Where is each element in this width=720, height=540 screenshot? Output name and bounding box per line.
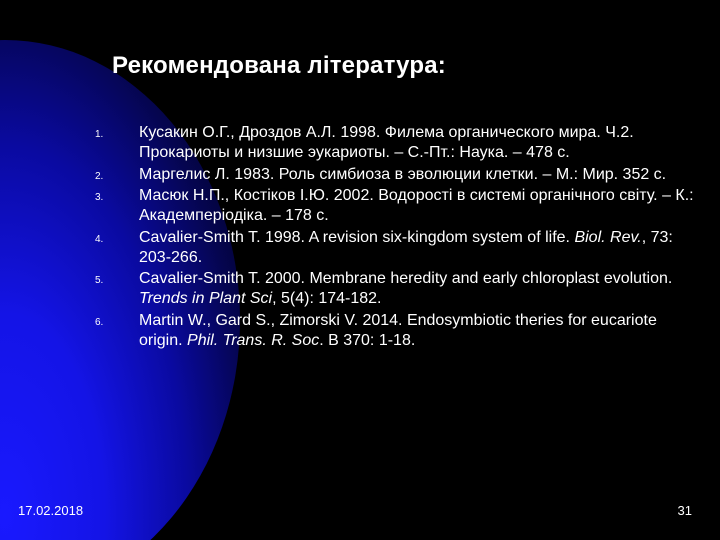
reference-text — [139, 187, 694, 224]
reference-text — [139, 124, 634, 161]
reference-segment: . B 370: 1-18. — [319, 331, 416, 349]
reference-segment: Cavalier-Smith T. 2000. Membrane heredity and early chloroplast evolution. — [139, 270, 673, 287]
reference-segment: Кусакин О.Г., Дроздов А.Л. 1998. Филема органического мира. Ч.2. Прокариоты и низшие эукариоты. – С.-Пт.: Наука. – 478 с. — [139, 124, 634, 161]
slide-title: Рекомендована література: — [112, 52, 446, 79]
reference-item — [95, 269, 695, 309]
reference-item — [95, 165, 695, 185]
reference-text — [139, 312, 657, 349]
reference-segment: , 73: 203-266. — [139, 228, 673, 266]
reference-number: 6. — [95, 316, 104, 328]
reference-journal: Phil. Trans. R. Soc — [187, 331, 320, 349]
reference-segment: Cavalier-Smith T. 1998. A revision six-kingdom system of life. — [139, 228, 575, 246]
reference-segment: Масюк Н.П., Костіков І.Ю. 2002. Водорості в системі органічного світу. – К.: Академперіодіка. – 178 с. — [139, 187, 694, 224]
reference-list — [95, 123, 695, 352]
reference-item — [95, 228, 695, 268]
reference-number: 4. — [95, 233, 104, 245]
reference-item — [95, 311, 695, 351]
reference-text — [139, 166, 666, 183]
reference-item — [95, 186, 695, 226]
reference-text — [139, 270, 672, 307]
reference-segment: Martin W., Gard S., Zimorski V. 2014. Endosymbiotic theries for eucariote origin. — [139, 311, 657, 349]
reference-number: 2. — [95, 170, 104, 182]
reference-segment: Маргелис Л. 1983. Роль симбиоза в эволюции клетки. – М.: Мир. 352 с. — [139, 165, 667, 183]
reference-number: 3. — [95, 192, 104, 203]
reference-journal: Trends in Plant Sci — [139, 290, 273, 307]
reference-number: 1. — [95, 129, 104, 140]
footer-date: 17.02.2018 — [18, 503, 84, 518]
reference-item — [95, 123, 695, 163]
reference-segment: , 5(4): 174-182. — [272, 290, 382, 307]
reference-number: 5. — [95, 275, 104, 286]
page-number: 31 — [677, 503, 692, 518]
reference-text — [139, 229, 673, 266]
reference-journal: Biol. Rev. — [574, 228, 642, 246]
